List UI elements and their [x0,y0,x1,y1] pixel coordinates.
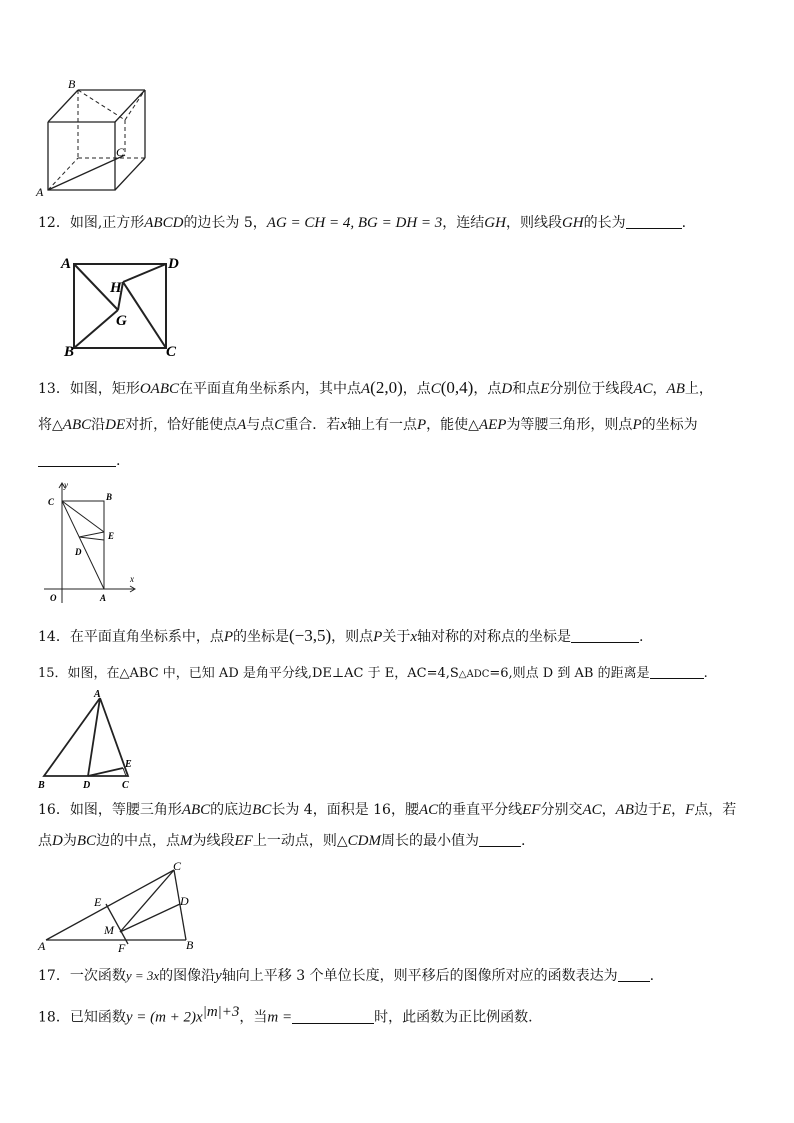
q16-var-e: E [661,802,672,818]
q13-text-3: ，点 [402,381,431,397]
q13-var-p-2: P [632,417,642,433]
question-18 [38,998,758,1032]
question-14 [38,622,758,651]
q13-var-d: D [501,381,513,397]
q13-line-2 [38,411,758,439]
q17-answer-blank[interactable] [618,965,650,982]
q12-text-3: ，连结 [442,215,485,231]
q13-text-17: 的坐标为 [641,417,698,433]
q13-text-2: 在平面直角坐标系内，其中点 [179,381,361,397]
square-label-b: B [64,344,75,360]
square-label-d: D [168,256,179,272]
q15-text-2: =6,则点 D 到 AB 的距离是 [489,666,650,681]
coord-label-b: B [106,492,113,502]
coord-label-a: A [100,593,107,603]
q13-text-8: 上， [684,381,713,397]
tri15-label-a: A [94,689,101,700]
cube-label-c: C [116,145,125,159]
q12-text-6: . [681,215,687,231]
q18-text-2: ，当 [239,1009,268,1026]
q16-line-1 [38,796,758,824]
q13-line-3 [38,447,758,475]
q13-coord-a: (2,0) [370,378,403,397]
coordinate-figure [38,478,144,608]
q16-var-ac-2: AC [582,802,602,818]
q13-coord-c: (0,4) [440,378,474,397]
q13-text-6: 分别位于线段 [549,381,634,397]
q13-text-5: 和点 [512,381,541,397]
q17-text-3: 轴向上平移 3 个单位长度，则平移后的图像所对应的函数表达为 [221,968,618,984]
q16-var-bc: BC [252,802,272,818]
tri15-label-e: E [125,759,132,770]
q14-answer-blank[interactable] [571,626,639,643]
q16-var-cdm: CDM [347,833,381,849]
tri16-label-m: M [104,923,114,937]
q13-var-a-2: A [237,417,247,433]
triangle-16-figure [36,858,202,954]
q16-text-9: 点，若 [694,802,737,818]
q17-var-y: y [215,968,222,984]
coord-label-c: C [48,497,55,507]
q16-text-3: 长为 4，面积是 16，腰 [271,802,419,818]
q13-var-abc: ABC [62,417,92,433]
square-figure [58,252,194,360]
q13-text-13: 重合．若 [284,417,341,433]
question-12 [38,209,758,237]
q17-text-2: 的图像沿 [159,968,216,984]
q13-answer-blank[interactable] [38,450,116,467]
q17-equation: y = 3x [125,968,160,983]
q16-text-8: ， [671,802,686,818]
q13-text-11: 对折，恰好能使点 [125,417,238,433]
q16-text-4: 的垂直平分线 [438,802,523,818]
q12-text-5: 的长为 [583,215,626,231]
q13-var-oabc: OABC [139,381,179,397]
q16-text-10: 点 [38,833,52,849]
q13-var-e: E [540,381,550,397]
q16-text-1: 16．如图，等腰三角形 [38,802,182,818]
q13-text-18: . [116,453,121,469]
q14-text-3: ，则点 [331,629,374,645]
q13-var-ac: AC [633,381,653,397]
q13-text-16: 为等腰三角形，则点 [506,417,633,433]
q18-answer-blank[interactable] [292,1007,374,1024]
q13-var-aep: AEP [478,417,507,433]
q15-answer-blank[interactable] [650,662,704,679]
q13-var-a: A [361,381,371,397]
q15-text-3: . [703,666,708,681]
tri15-label-d: D [83,780,91,790]
q13-line-1 [38,374,758,403]
tri16-label-e: E [94,895,102,909]
q16-text-13: 为线段 [192,833,235,849]
q14-text-4: 关于 [382,629,411,645]
coord-label-x: x [130,574,134,584]
q16-var-ef: EF [522,802,541,818]
tri15-label-c: C [122,780,129,790]
q13-text-9: 将△ [38,417,63,433]
tri15-label-b: B [38,780,45,790]
tri16-label-d: D [180,894,189,908]
q13-var-ab: AB [666,381,685,397]
q14-var-p-2: P [373,629,383,645]
q14-text-6: . [639,629,644,645]
q13-text-1: 13．如图，矩形 [38,381,140,397]
q16-text-11: 为 [62,833,77,849]
q14-coord-p: (−3,5) [289,626,332,645]
coord-label-d: D [75,547,82,557]
q16-var-ab: AB [615,802,634,818]
q12-var-abcd: ABCD [144,215,184,231]
q13-text-12: 与点 [246,417,275,433]
q16-text-6: ， [601,802,616,818]
q18-exponent: |m|+3 [202,1004,240,1020]
cube-label-a: A [36,185,44,198]
q16-text-5: 分别交 [540,802,583,818]
q14-var-x: x [410,629,418,645]
cube-figure [30,72,160,198]
square-label-c: C [166,344,177,360]
tri16-label-f: F [118,941,126,954]
q12-var-gh: GH [484,215,506,231]
q16-var-bc-2: BC [76,833,97,849]
q15-subscript: △ADC [458,669,490,680]
q16-var-d: D [52,833,63,849]
triangle-15-figure [36,688,136,790]
q12-var-gh-2: GH [561,215,584,231]
q12-equation: AG = CH = 4, BG = DH = 3 [266,215,443,231]
tri16-label-b: B [186,938,194,952]
coord-label-e: E [108,531,115,541]
q13-var-de: DE [105,417,126,433]
coord-label-y: y [64,480,68,490]
question-13 [38,374,758,475]
q14-text-5: 轴对称的对称点的坐标是 [417,629,572,645]
square-label-a: A [61,256,72,272]
q13-var-p: P [416,417,427,433]
q16-var-f: F [685,802,695,818]
q16-var-abc: ABC [181,802,211,818]
q18-function: y = (m + 2)x [125,1009,203,1026]
q16-text-12: 边的中点，点 [96,833,181,849]
q15-text-1: 15．如图，在△ABC 中，已知 AD 是角平分线,DE⊥AC 于 E，AC=4,S [38,666,459,681]
q16-var-m: M [180,833,193,849]
q16-line-2 [38,827,758,855]
q16-text-14: 上一动点，则△ [252,833,348,849]
q17-text-4: . [649,968,655,984]
q16-answer-blank[interactable] [479,830,521,847]
cube-label-b: B [68,77,76,91]
q12-answer-blank[interactable] [626,212,682,229]
q14-text-2: 的坐标是 [233,629,289,645]
q18-var-m: m = [267,1009,293,1026]
question-16 [38,796,758,855]
q14-text-1: 14．在平面直角坐标系中，点 [38,629,224,645]
square-label-g: G [116,313,127,329]
q13-var-c: C [430,381,441,397]
tri16-label-c: C [173,859,182,873]
tri16-label-a: A [38,939,46,953]
q16-text-7: 边于 [633,802,662,818]
q12-text-2: 的边长为 5， [183,215,267,231]
q14-var-p: P [223,629,233,645]
q13-text-15: ，能使△ [426,417,479,433]
q13-text-10: 沿 [91,417,106,433]
q13-text-4: ，点 [473,381,502,397]
q16-var-ac: AC [418,802,439,818]
q13-text-14: 轴上有一点 [346,417,417,433]
q13-text-7: ， [652,381,667,397]
square-label-h: H [110,280,122,296]
q16-var-ef-2: EF [234,833,253,849]
q16-text-16: . [520,833,526,849]
q13-var-c-2: C [274,417,285,433]
q12-text-4: ，则线段 [505,215,562,231]
q17-text-1: 17．一次函数 [38,968,126,984]
q16-text-15: 周长的最小值为 [380,833,479,849]
q16-text-2: 的底边 [210,802,253,818]
question-17 [38,962,758,990]
q12-text-1: 12．如图,正方形 [38,215,145,231]
q18-text-1: 18．已知函数 [38,1009,126,1026]
coord-label-o: O [50,593,57,603]
question-15 [38,660,758,689]
q18-text-3: 时，此函数为正比例函数. [374,1009,533,1026]
q13-var-x: x [340,417,347,433]
